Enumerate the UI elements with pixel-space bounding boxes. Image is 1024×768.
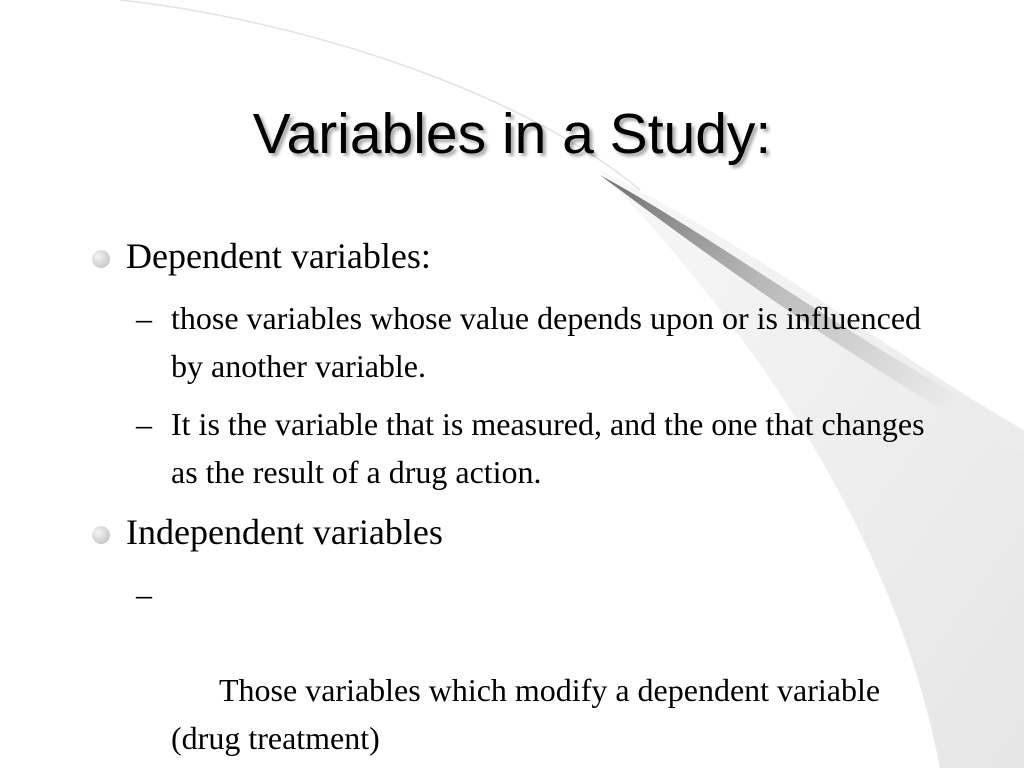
dash-icon: – [136, 300, 152, 336]
bullet-label: Independent variables [126, 512, 443, 552]
dash-icon: – [136, 406, 152, 442]
slide-content [88, 228, 948, 768]
slide-title: Variables in a Study: [252, 102, 772, 166]
dash-icon: – [136, 576, 152, 612]
sub-bullet-dependent-definition [88, 294, 931, 390]
bullet-label: Dependent variables: [126, 236, 431, 276]
sub-bullet-text: It is the variable that is measured, and the one that changes as the result of a drug action. [171, 406, 925, 490]
bullet-icon [92, 526, 110, 544]
bullet-icon [92, 250, 110, 268]
sub-bullet-independent-definition [88, 570, 931, 768]
bullet-dependent-variables [88, 228, 948, 284]
bullet-independent-variables [88, 504, 948, 560]
sub-bullet-text: those variables whose value depends upon or is influenced by another variable. [171, 300, 922, 384]
sub-bullet-text: Those variables which modify a dependent variable (drug treatment) [171, 672, 897, 756]
sub-bullet-dependent-measured [88, 400, 931, 496]
